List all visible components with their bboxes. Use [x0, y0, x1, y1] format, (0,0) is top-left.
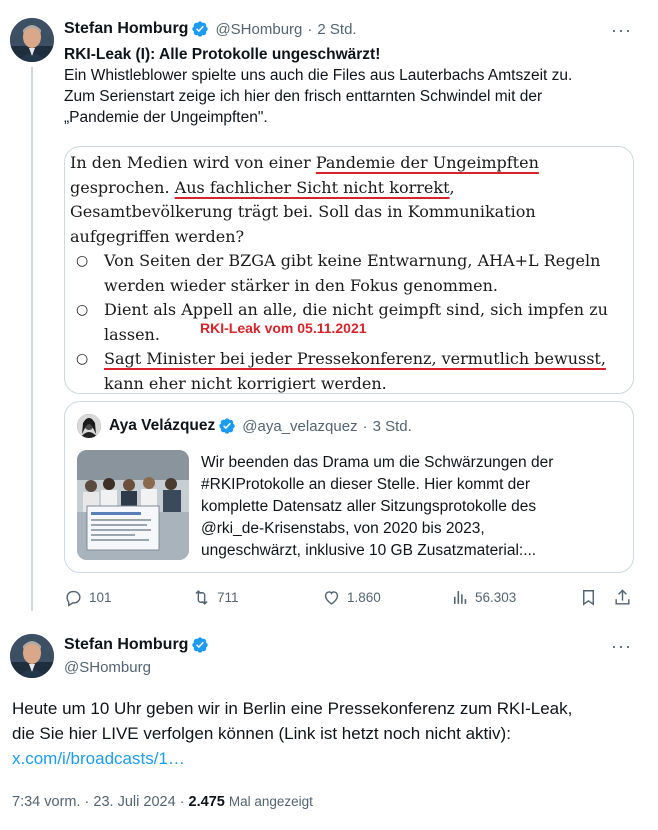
separator-dot: ·	[179, 794, 185, 810]
tweet-header	[64, 20, 357, 38]
reply-button[interactable]	[64, 588, 112, 607]
doc-underlined-text: Pandemie der Ungeimpften	[315, 153, 539, 172]
quote-text-line: komplette Datensatz aller Sitzungsprotokolle des	[201, 498, 537, 515]
doc-bullet	[70, 249, 630, 298]
quote-text-line: @rki_de-Krisenstabs, von 2020 bis 2023,	[201, 520, 485, 537]
share-icon	[613, 588, 632, 607]
doc-text: Gesamtbevölkerung trägt bei. Soll das in Kommunikation	[70, 202, 536, 221]
doc-underlined-text: kann eher nicht korrigiert werden.	[104, 373, 387, 393]
tweet-meta	[12, 794, 313, 810]
bullet-circle-icon: ○	[76, 253, 89, 269]
tweet-header	[64, 636, 209, 654]
more-icon[interactable]: ···	[611, 636, 632, 656]
views-button[interactable]	[450, 588, 516, 607]
doc-text: gesprochen.	[70, 177, 175, 197]
tweet-text-line: Zum Serienstart zeige ich hier den frisch enttarnten Schwindel mit der	[64, 88, 543, 105]
quoted-tweet[interactable]	[64, 401, 634, 573]
views-icon	[450, 588, 469, 607]
quote-author-name: Aya Velázquez	[109, 417, 216, 434]
document-excerpt	[70, 151, 630, 394]
leak-label: RKI-Leak vom 05.11.2021	[200, 320, 367, 336]
quote-thumbnail-image	[77, 450, 189, 560]
quote-text-line: #RKIProtokolle an dieser Stelle. Hier kommt der	[201, 476, 531, 493]
repost-icon	[192, 588, 211, 607]
verified-badge-icon	[218, 417, 236, 435]
verified-badge-icon	[191, 636, 209, 654]
separator-dot: ·	[362, 417, 368, 435]
tweet-action-bar	[64, 588, 634, 610]
more-icon[interactable]: ···	[611, 20, 632, 40]
quote-text-line: ungeschwärzt, inklusive 10 GB Zusatzmaterial:...	[201, 542, 537, 559]
share-button[interactable]	[613, 588, 638, 607]
doc-text: werden wieder stärker in den Fokus genommen.	[104, 275, 498, 295]
broadcast-link[interactable]: x.com/i/broadcasts/1…	[12, 749, 185, 768]
quote-text	[201, 452, 616, 562]
doc-text: lassen.	[104, 324, 160, 344]
quote-time: 3 Std.	[372, 417, 412, 435]
tweet-image[interactable]	[64, 146, 634, 394]
tweet-time[interactable]: 7:34 vorm.	[12, 794, 81, 810]
thread-connector-line	[31, 67, 33, 611]
views-count: 56.303	[475, 590, 517, 605]
like-count: 1.860	[347, 590, 381, 605]
tweet-text	[12, 696, 652, 771]
quote-author-avatar	[77, 414, 101, 438]
doc-underlined-text: Aus fachlicher Sicht nicht korrekt	[174, 177, 450, 197]
quote-text-line: Wir beenden das Drama um die Schwärzungen der	[201, 454, 554, 471]
bookmark-button[interactable]	[579, 588, 604, 607]
doc-text: Dient als Appell an alle, die nicht geimpft sind, sich impfen zu	[104, 300, 608, 319]
repost-count: 711	[217, 590, 239, 605]
doc-text: ,	[449, 177, 455, 197]
reply-icon	[64, 588, 83, 607]
doc-text: In den Medien wird von einer	[70, 153, 316, 172]
view-count-label: Mal angezeigt	[228, 794, 313, 809]
doc-text: aufgegriffen werden?	[70, 226, 245, 246]
quote-author-handle: @aya_velazquez	[242, 417, 358, 435]
bullet-circle-icon: ○	[76, 302, 89, 318]
like-icon	[322, 588, 341, 607]
tweet-title: RKI-Leak (I): Alle Protokolle ungeschwärzt!	[64, 46, 381, 63]
doc-underlined-text: Sagt Minister bei jeder Pressekonferenz, vermutlich bewusst,	[104, 349, 606, 368]
doc-text: Von Seiten der BZGA gibt keine Entwarnung, AHA+L Regeln	[104, 251, 601, 270]
author-avatar[interactable]	[10, 18, 54, 62]
author-avatar[interactable]	[10, 634, 54, 678]
tweet-date[interactable]: 23. Juli 2024	[93, 794, 176, 810]
tweet-text-line: Ein Whistleblower spielte uns auch die Files aus Lauterbachs Amtszeit zu.	[64, 67, 573, 84]
verified-badge-icon	[191, 20, 209, 38]
bookmark-icon	[579, 588, 598, 607]
author-handle[interactable]: @SHomburg	[64, 659, 151, 676]
author-name[interactable]: Stefan Homburg	[64, 20, 189, 37]
repost-button[interactable]	[192, 588, 239, 607]
author-name[interactable]: Stefan Homburg	[64, 636, 189, 653]
doc-bullet	[70, 347, 630, 394]
tweet-text	[64, 44, 634, 128]
separator-dot: ·	[84, 794, 90, 810]
tweet-text-line: Heute um 10 Uhr geben wir in Berlin eine Pressekonferenz zum RKI-Leak,	[12, 699, 573, 718]
quote-header	[109, 417, 412, 435]
tweet-text-line: „Pandemie der Ungeimpften".	[64, 109, 268, 126]
tweet-text-line: die Sie hier LIVE verfolgen können (Link ist hetzt noch nicht aktiv):	[12, 724, 511, 743]
reply-count: 101	[89, 590, 112, 605]
tweet-time[interactable]: 2 Std.	[317, 20, 357, 38]
author-handle[interactable]: @SHomburg	[215, 20, 303, 38]
view-count: 2.475	[188, 794, 225, 810]
bullet-circle-icon: ○	[76, 351, 89, 367]
like-button[interactable]	[322, 588, 381, 607]
separator-dot: ·	[307, 20, 313, 38]
